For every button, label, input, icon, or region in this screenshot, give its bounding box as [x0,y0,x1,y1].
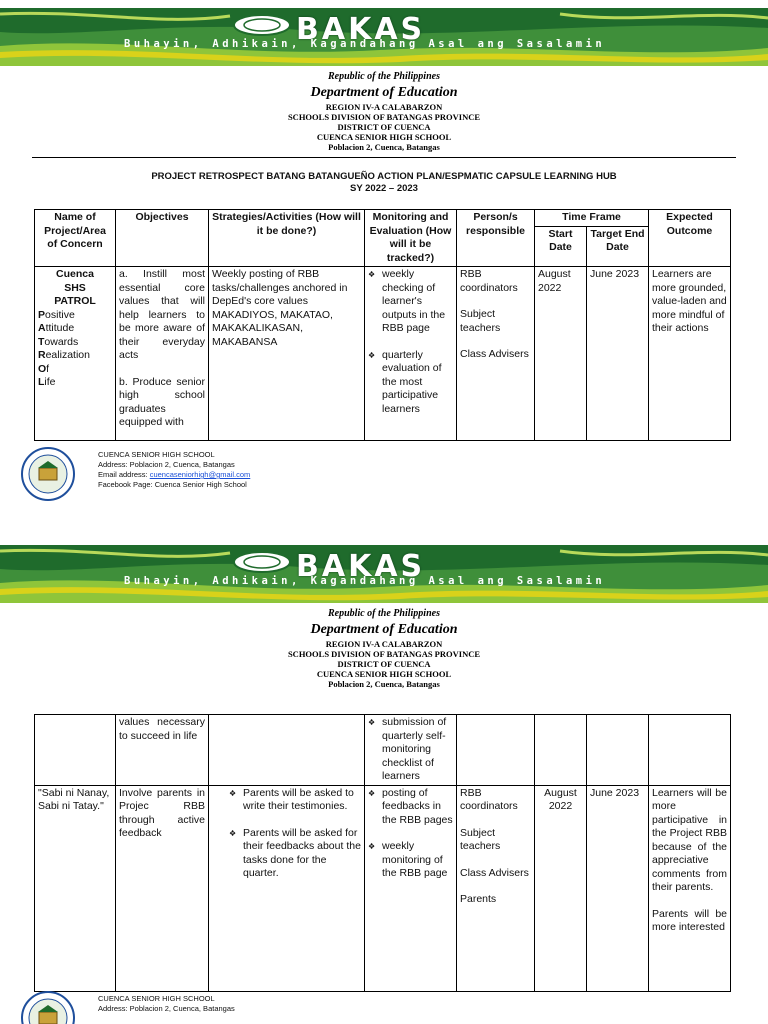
outcome-cell [649,715,731,786]
action-plan-table-continued [34,714,731,992]
banner-logo-text: BAKAS [296,12,426,47]
document-title [0,171,768,195]
letterhead-division: SCHOOLS DIVISION OF BATANGAS PROVINCE [287,112,481,122]
persons-cell [457,785,535,991]
letterhead-address: Poblacion 2, Cuenca, Batangas [328,679,440,689]
monitoring-item: ❖ weekly checking of learner's outputs in the RBB page [368,268,453,336]
objective-text: Involve parents in Projec RBB through active feedback [119,786,205,839]
letterhead-republic: Republic of the Philippines [328,608,440,619]
school-seal-icon [8,990,90,1024]
person-item: Subject teachers [460,826,501,852]
letterhead [0,607,768,689]
monitoring-item: ❖ quarterly evaluation of the most participative learners [368,349,453,417]
acronym-line: Life [38,376,56,388]
letterhead-region: REGION IV-A CALABARZON [325,639,443,649]
letterhead-address: Poblacion 2, Cuenca, Batangas [328,142,440,152]
start-date-cell: August 2022 [535,267,587,441]
table-row [35,715,731,786]
footer-address: Address: Poblacion 2, Cuenca, Batangas [98,460,235,469]
letterhead-department: Department of Education [310,85,458,100]
project-cell [35,267,116,441]
person-item: Class Advisers [460,866,529,879]
acronym-line: Towards [38,335,79,348]
footer-address: Address: Poblacion 2, Cuenca, Batangas [98,1004,235,1013]
monitoring-item: ❖ weekly monitoring of the RBB page [368,840,453,881]
outcome-text: Learners will be more participative in the Project RBB because of the appreciative comments from their parents. [652,786,727,893]
outcome-cell [649,785,731,991]
letterhead-divider [32,157,736,158]
monitoring-cell [365,267,457,441]
person-item: RBB coordinators [460,268,518,294]
objective-continued: values necessary to succeed in life [119,716,205,742]
monitoring-item: ❖ submission of quarterly self-monitoring checklist of learners [368,716,453,784]
target-date-cell: June 2023 [587,267,649,441]
outcome-cell: Learners are more grounded, value-laden and more mindful of their actions [649,267,731,441]
objectives-cell [116,715,209,786]
monitoring-cell [365,715,457,786]
project-title: Cuenca SHS PATROL [54,268,96,307]
footer-email-link[interactable]: cuencaseniorhigh@gmail.com [149,470,251,479]
header-target-date: Target End Date [587,226,649,266]
strategy-item: ❖ Parents will be asked for their feedbacks about the tasks done for the quarter. [229,827,361,881]
footer-school: CUENCA SENIOR HIGH SCHOOL [98,994,215,1003]
person-item: RBB coordinators [460,786,518,812]
letterhead-division: SCHOOLS DIVISION OF BATANGAS PROVINCE [287,649,481,659]
acronym-line: Realization [38,349,90,361]
outcome-text: Parents will be more interested [652,907,727,933]
persons-cell [457,267,535,441]
table-row [35,785,731,991]
banner-logo-text: BAKAS [296,549,426,584]
acronym-line: Positive [38,308,75,321]
header-strategies: Strategies/Activities (How will it be done?) [209,210,365,267]
banner-tagline: Buhayin, Adhikain, Kagandahang Asal ang Sasalamin [124,575,606,587]
strategy-item: ❖ Parents will be asked to write their testimonies. [229,787,361,814]
letterhead [0,70,768,152]
objective-a: a. Instill most essential core values that will help learners to be more aware of their everyday acts [119,268,205,361]
banner-seal-icon [232,551,292,573]
letterhead-school: CUENCA SENIOR HIGH SCHOOL [316,669,452,679]
person-item: Parents [460,893,497,905]
persons-cell [457,715,535,786]
header-outcome: Expected Outcome [649,210,731,267]
start-date-cell [535,715,587,786]
letterhead-department: Department of Education [310,622,458,637]
start-date-cell: August 2022 [535,785,587,991]
objectives-cell [116,267,209,441]
document-title-line1: PROJECT RETROSPECT BATANG BATANGUEÑO ACTION PLAN/ESPMATIC CAPSULE LEARNING HUB [151,171,617,182]
letterhead-district: DISTRICT OF CUENCA [337,659,431,669]
monitoring-item: ❖ posting of feedbacks in the RBB pages [368,787,453,828]
document-title-line2: SY 2022 – 2023 [350,183,418,194]
objectives-cell [116,785,209,991]
footer-school: CUENCA SENIOR HIGH SCHOOL [98,450,215,459]
letterhead-region: REGION IV-A CALABARZON [325,102,443,112]
acronym-line: Of [38,362,50,375]
school-seal-icon [8,446,90,502]
footer-email-line: Email address: cuencaseniorhigh@gmail.com [98,470,251,479]
banner-tagline: Buhayin, Adhikain, Kagandahang Asal ang Sasalamin [124,38,606,50]
strategy-text: Weekly posting of RBB tasks/challenges anchored in DepEd's core values MAKADIYOS, MAKATAO, MAKAKALIKASAN, MAKABANSA [212,268,348,348]
footer-lines [98,994,235,1014]
header-name: Name of Project/Area of Concern [35,210,116,267]
target-date-cell: June 2023 [587,785,649,991]
footer-facebook: Facebook Page: Cuenca Senior High School [98,480,247,489]
bakas-banner [0,8,768,66]
header-persons: Person/s responsible [457,210,535,267]
letterhead-republic: Republic of the Philippines [328,71,440,82]
strategies-cell [209,267,365,441]
monitoring-cell [365,785,457,991]
project-cell: "Sabi ni Nanay, Sabi ni Tatay." [35,785,116,991]
header-monitoring: Monitoring and Evaluation (How will it be tracked?) [365,210,457,267]
letterhead-school: CUENCA SENIOR HIGH SCHOOL [316,132,452,142]
strategies-cell [209,785,365,991]
banner-seal-icon [232,14,292,36]
project-cell [35,715,116,786]
action-plan-table [34,209,731,441]
person-item: Subject teachers [460,308,501,334]
header-objectives: Objectives [116,210,209,267]
target-date-cell [587,715,649,786]
table-row [35,267,731,441]
header-start-date: Start Date [535,226,587,266]
document-page-2 [0,537,768,1024]
bakas-banner [0,545,768,603]
strategies-cell [209,715,365,786]
letterhead-district: DISTRICT OF CUENCA [337,122,431,132]
footer-lines [98,450,250,490]
person-item: Class Advisers [460,348,529,360]
objective-b: b. Produce senior high school graduates equipped with [119,375,205,428]
acronym-line: Attitude [38,322,75,334]
header-timeframe: Time Frame [535,210,649,227]
